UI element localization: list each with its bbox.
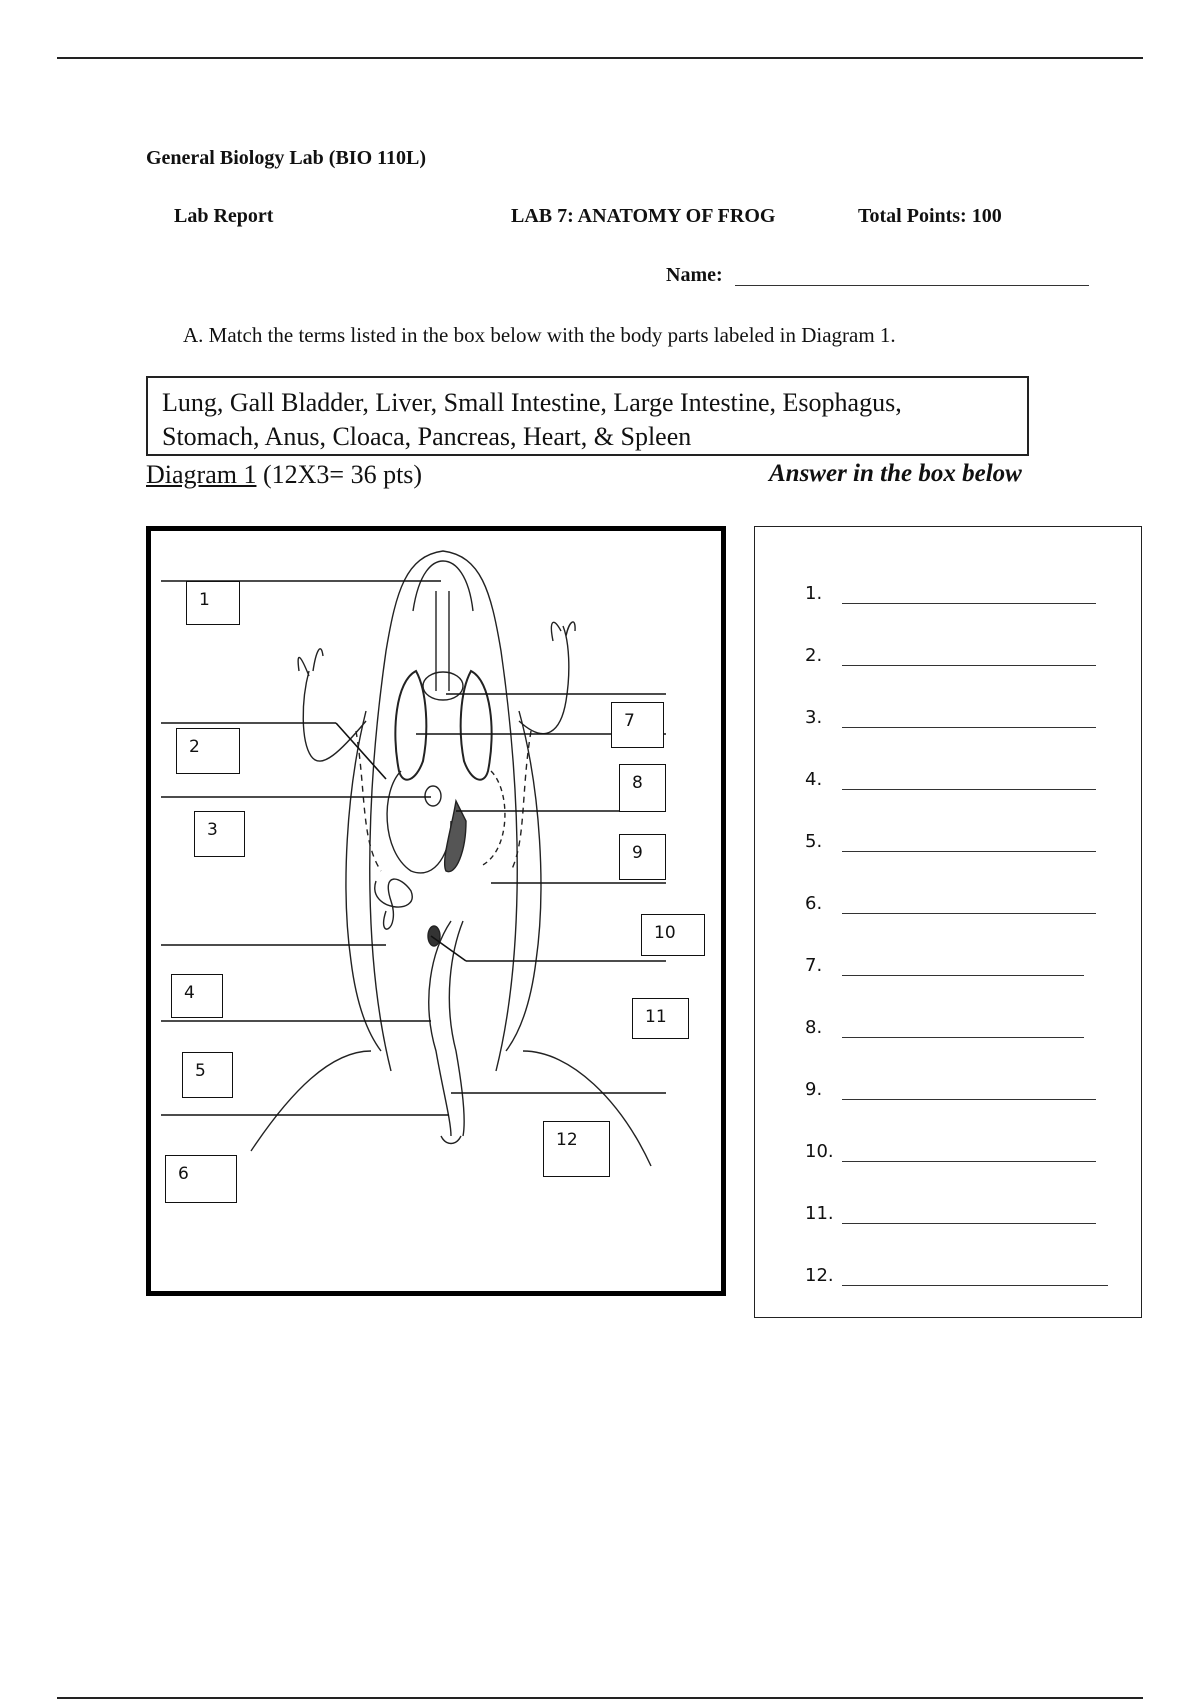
diagram-label-12: 12	[543, 1121, 610, 1177]
answer-number-6: 6.	[805, 893, 823, 914]
answer-line-11[interactable]	[842, 1223, 1096, 1224]
term-box	[146, 376, 1029, 456]
answer-number-4: 4.	[805, 769, 823, 790]
frog-diagram	[146, 526, 726, 1296]
answer-line-7[interactable]	[842, 975, 1084, 976]
answer-number-11: 11.	[805, 1203, 834, 1224]
bottom-rule	[57, 1697, 1143, 1699]
diagram-title: Diagram 1	[146, 460, 257, 489]
diagram-label	[146, 460, 422, 490]
answer-line-10[interactable]	[842, 1161, 1096, 1162]
lab-title: LAB 7: ANATOMY OF FROG	[511, 205, 776, 227]
answer-number-3: 3.	[805, 707, 823, 728]
diagram-label-10: 10	[641, 914, 705, 956]
answer-number-8: 8.	[805, 1017, 823, 1038]
diagram-label-2: 2	[176, 728, 240, 774]
diagram-label-7: 7	[611, 702, 664, 748]
term-list-line-1: Lung, Gall Bladder, Liver, Small Intestine, Large Intestine, Esophagus,	[162, 388, 902, 417]
answer-line-9[interactable]	[842, 1099, 1096, 1100]
diagram-label-9: 9	[619, 834, 666, 880]
answer-line-2[interactable]	[842, 665, 1096, 666]
diagram-points: (12X3= 36 pts)	[256, 460, 423, 489]
course-title: General Biology Lab (BIO 110L)	[146, 147, 427, 169]
answer-line-8[interactable]	[842, 1037, 1084, 1038]
diagram-label-3: 3	[194, 811, 245, 857]
answer-line-1[interactable]	[842, 603, 1096, 604]
answer-number-2: 2.	[805, 645, 823, 666]
answer-number-1: 1.	[805, 583, 823, 604]
answer-number-9: 9.	[805, 1079, 823, 1100]
answer-number-5: 5.	[805, 831, 823, 852]
diagram-label-11: 11	[632, 998, 689, 1039]
answer-line-12[interactable]	[842, 1285, 1108, 1286]
section-a-instruction: A. Match the terms listed in the box below with the body parts labeled in Diagram 1.	[183, 323, 896, 347]
diagram-label-4: 4	[171, 974, 223, 1018]
answer-box	[754, 526, 1142, 1318]
answer-number-10: 10.	[805, 1141, 834, 1162]
answer-prompt: Answer in the box below	[769, 460, 1022, 487]
answer-line-5[interactable]	[842, 851, 1096, 852]
answer-number-7: 7.	[805, 955, 823, 976]
top-rule	[57, 57, 1143, 59]
diagram-label-6: 6	[165, 1155, 237, 1203]
answer-number-12: 12.	[805, 1265, 834, 1286]
lab-report-label: Lab Report	[174, 205, 274, 227]
answer-line-6[interactable]	[842, 913, 1096, 914]
answer-line-3[interactable]	[842, 727, 1096, 728]
name-label: Name:	[666, 264, 723, 286]
diagram-label-5: 5	[182, 1052, 233, 1098]
answer-line-4[interactable]	[842, 789, 1096, 790]
diagram-label-8: 8	[619, 764, 666, 812]
diagram-label-1: 1	[186, 581, 240, 625]
name-field[interactable]	[735, 285, 1089, 286]
total-points: Total Points: 100	[858, 205, 1002, 227]
term-list-line-2: Stomach, Anus, Cloaca, Pancreas, Heart, & Spleen	[162, 422, 692, 451]
